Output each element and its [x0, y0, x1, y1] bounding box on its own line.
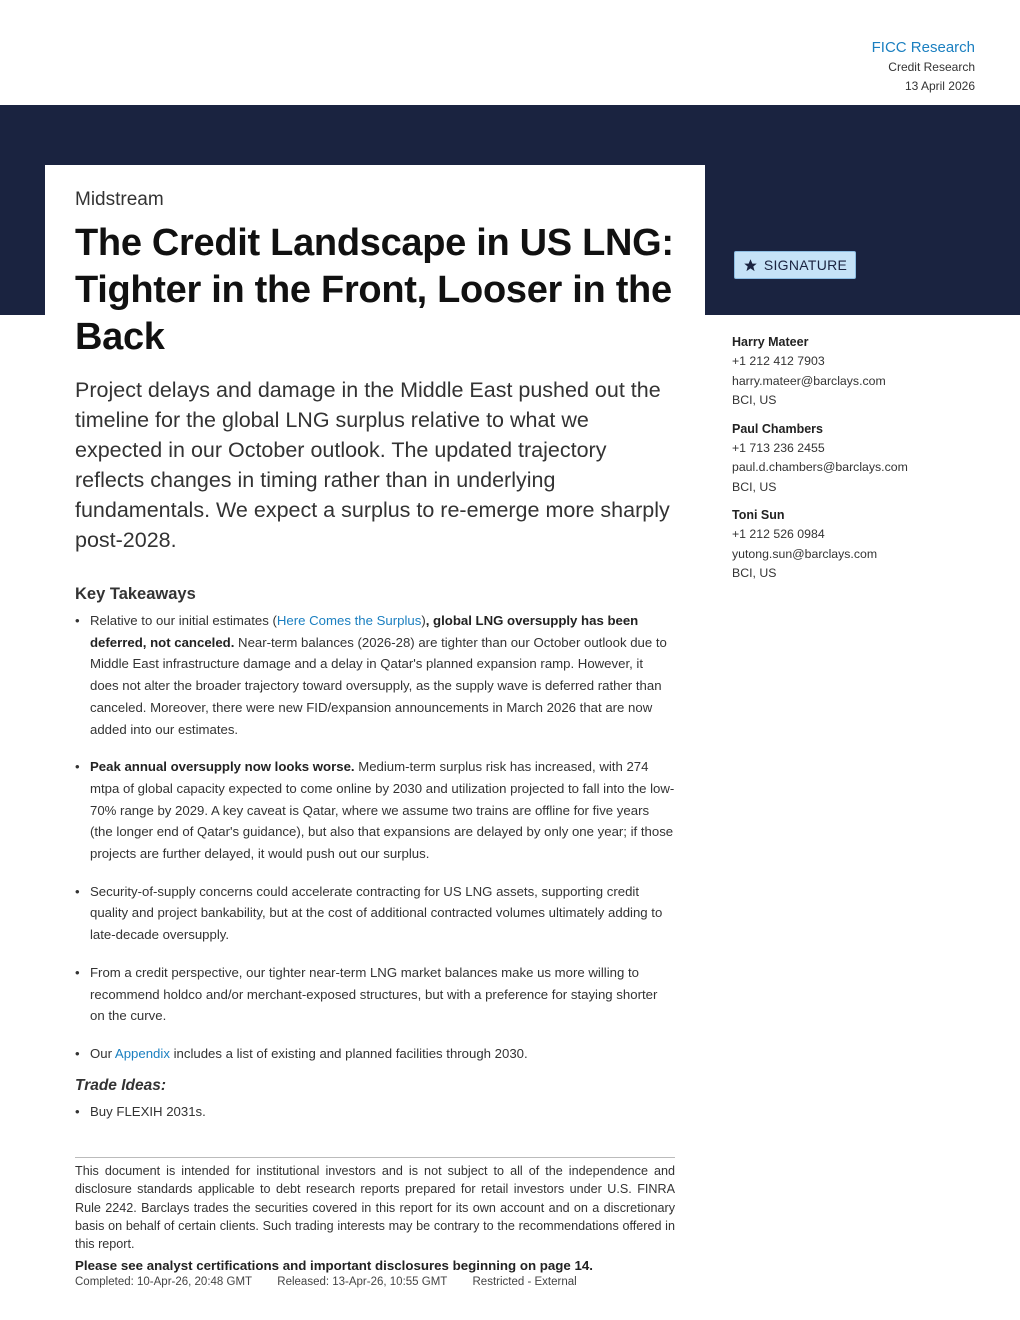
bullet-icon: • [75, 613, 80, 628]
takeaway-bold: , global LNG oversupply has been deferred, not canceled. [90, 613, 639, 650]
here-comes-the-surplus-link[interactable]: Here Comes the Surplus [276, 613, 422, 628]
report-header-info [872, 38, 975, 96]
disclaimer-block [75, 1157, 675, 1288]
analyst-name: Harry Mateer [732, 335, 809, 349]
bullet-icon: • [75, 1103, 80, 1119]
trade-idea-item [75, 1101, 675, 1123]
takeaway-text: Relative to our initial estimates ( [90, 613, 277, 628]
report-date: 13 April 2026 [904, 79, 975, 93]
star-icon [743, 258, 758, 273]
signature-badge [734, 251, 856, 279]
takeaway-text: Our [90, 1045, 115, 1061]
analyst-name: Toni Sun [732, 508, 785, 522]
analyst-email[interactable]: yutong.sun@barclays.com [732, 546, 878, 561]
analyst-phone: +1 713 236 2455 [732, 440, 825, 455]
analyst-card [732, 333, 982, 411]
classification-label: Restricted - External [472, 1276, 577, 1289]
trade-idea-text: Buy FLEXIH 2031s. [90, 1103, 206, 1119]
takeaway-text: From a credit perspective, our tighter near-term LNG market balances make us more willing to recommend holdco and/or merchant-exposed structures, but with a preference for staying shorter on the curve. [90, 964, 658, 1024]
takeaway-text: Near-term balances (2026-28) are tighter than our October outlook due to Middle East infrastructure damage and a delay in Qatar's planned expansion ramp. However, it does not alter the broader trajectory toward oversupply, as the supply wave is deferred rather than canceled. Moreover, there were new FID/expansion announcements in March 2026 that are now added into our estimates. [90, 634, 667, 737]
key-takeaways-heading: Key Takeaways [75, 585, 196, 603]
takeaway-bold: Peak annual oversupply now looks worse. [90, 759, 355, 775]
section-label: Midstream [75, 189, 164, 210]
disclaimer-text: This document is intended for institutional investors and is not subject to all of the independence and disclosure standards applicable to debt research reports prepared for retail investors under U.S. FINRA Rule 2242. Barclays trades the securities covered in this report for its own account and on a discretionary basis on behalf of certain clients. Such trading interests may be contrary to the recommendations offered in this report. [75, 1164, 675, 1252]
department-label: Credit Research [888, 60, 975, 74]
report-subtitle: Project delays and damage in the Middle East pushed out the timeline for the global LNG surplus relative to what we expected in our October outlook. The updated trajectory reflects changes in timing rather than in underlying fundamentals. We expect a surplus to re-emerge more sharply post-2028. [75, 378, 670, 552]
analyst-phone: +1 212 526 0984 [732, 527, 825, 541]
takeaway-text: includes a list of existing and planned facilities through 2030. [169, 1045, 528, 1061]
takeaway-item [75, 1043, 675, 1065]
bullet-icon: • [75, 759, 80, 775]
analyst-contacts [732, 333, 982, 593]
analyst-name: Paul Chambers [732, 421, 824, 436]
trade-ideas-heading: Trade Ideas: [75, 1076, 167, 1094]
disclosures-notice: Please see analyst certifications and important disclosures beginning on page 14. [75, 1258, 593, 1274]
division-label: FICC Research [871, 39, 975, 56]
takeaway-item [75, 962, 675, 1027]
trade-ideas-list [75, 1101, 675, 1123]
analyst-entity: BCI, US [732, 479, 777, 494]
report-meta [75, 1276, 675, 1288]
completed-timestamp: Completed: 10-Apr-26, 20:48 GMT [75, 1276, 253, 1289]
released-timestamp: Released: 13-Apr-26, 10:55 GMT [277, 1276, 448, 1289]
analyst-card [732, 506, 982, 584]
report-title: The Credit Landscape in US LNG: Tighter in the Front, Looser in the Back [75, 222, 674, 358]
main-column [75, 188, 675, 1138]
analyst-phone: +1 212 412 7903 [732, 354, 825, 368]
analyst-email[interactable]: harry.mateer@barclays.com [732, 373, 886, 388]
appendix-link[interactable]: Appendix [114, 1045, 170, 1061]
bullet-icon: • [75, 883, 80, 899]
analyst-entity: BCI, US [732, 393, 777, 407]
bullet-icon: • [75, 1045, 80, 1061]
takeaway-text: Medium-term surplus risk has increased, with 274 mtpa of global capacity expected to come online by 2030 and utilization projected to fall into the low-70% range by 2029. A key caveat is Qatar, where we assume two trains are offline for five years (the longer end of Qatar's guidance), but also that expansions are delayed by only one year; if those projects are further delayed, it would push out our surplus. [90, 759, 675, 862]
analyst-email[interactable]: paul.d.chambers@barclays.com [732, 460, 908, 474]
takeaway-text: Security-of-supply concerns could accelerate contracting for US LNG assets, supporting credit quality and project bankability, but at the cost of additional contracted volumes ultimately adding to late-decade oversupply. [90, 883, 663, 943]
takeaway-item [75, 881, 675, 946]
analyst-entity: BCI, US [732, 566, 777, 580]
takeaway-item [75, 756, 675, 865]
bullet-icon: • [75, 964, 80, 980]
analyst-card [732, 420, 982, 498]
takeaway-item [75, 610, 675, 740]
signature-label: SIGNATURE [763, 257, 848, 273]
takeaway-text: ) [421, 613, 426, 628]
key-takeaways-list [75, 610, 675, 1065]
